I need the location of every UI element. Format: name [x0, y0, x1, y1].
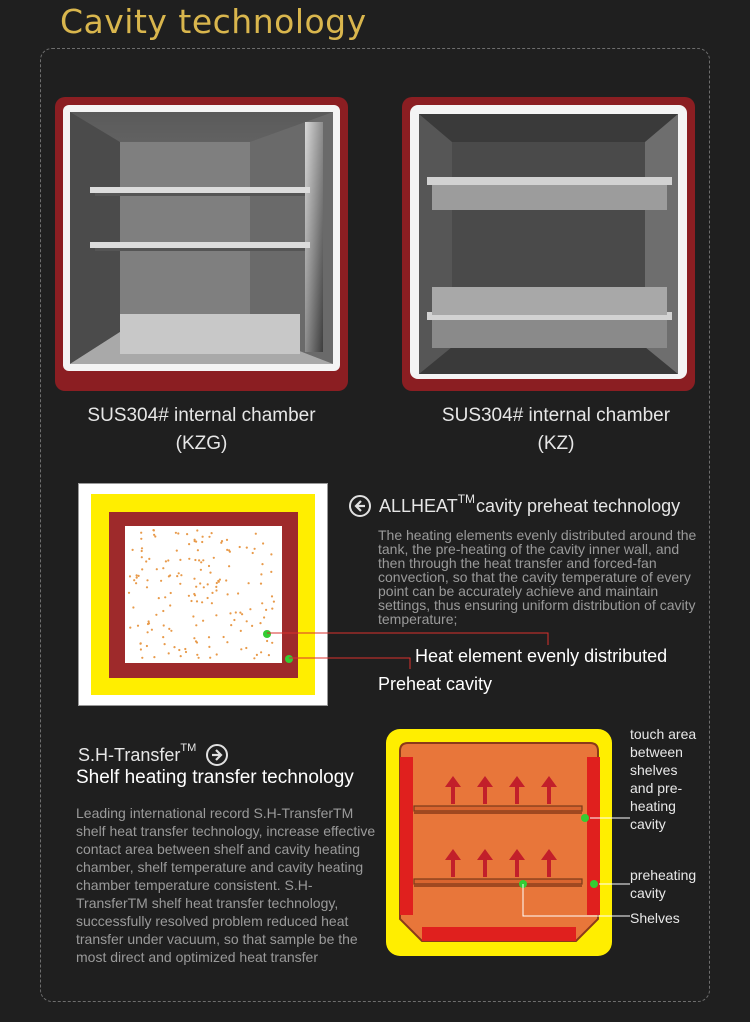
heat-dot [225, 579, 227, 581]
heat-dot [260, 573, 262, 575]
heat-dot [263, 616, 265, 618]
heat-dot [260, 583, 262, 585]
heat-dot [153, 534, 155, 536]
heat-dot [153, 656, 155, 658]
heat-dot [200, 561, 202, 563]
heat-dot [226, 539, 228, 541]
heat-dot [146, 645, 148, 647]
heat-dot [228, 565, 230, 567]
heat-dot [211, 602, 213, 604]
heat-dot [129, 575, 131, 577]
heat-dot [271, 595, 273, 597]
heat-dot [133, 579, 135, 581]
heat-dot [164, 596, 166, 598]
heat-dot [179, 559, 181, 561]
allheat-description: The heating elements evenly distributed around the tank, the pre-heating of the cavity inner wall, and then through the heat transfer and forced-fan convection, so that the cavity temperature of every point can be accurately achieve and maintain settings, thus ensuring uniform distribution of cavity temperature; [378, 527, 697, 627]
heat-dot [170, 630, 172, 632]
heat-dot [136, 574, 138, 576]
heat-dot [239, 546, 241, 548]
heat-dot [148, 558, 150, 560]
heat-dot [270, 553, 272, 555]
heat-dot [237, 592, 239, 594]
heat-dot [216, 653, 218, 655]
heat-dot [153, 529, 155, 531]
heat-dot [229, 612, 231, 614]
heat-dot [148, 620, 150, 622]
heat-dot [202, 620, 204, 622]
shtransfer-tm: TM [180, 742, 197, 754]
heat-dot [199, 582, 201, 584]
allheat-title: cavity preheat technology [476, 495, 681, 516]
heat-dot [188, 558, 190, 560]
heat-dot [240, 648, 242, 650]
heat-dot [254, 548, 256, 550]
heat-dot [255, 533, 257, 535]
heat-dot [140, 648, 142, 650]
heat-dot [197, 549, 199, 551]
heat-dot [173, 646, 175, 648]
heat-dot [186, 533, 188, 535]
heat-dot [262, 542, 264, 544]
heat-dot [246, 547, 248, 549]
heat-dot [203, 586, 205, 588]
heat-dot [202, 559, 204, 561]
heat-dot [168, 652, 170, 654]
heat-dot [185, 651, 187, 653]
chamber-kzg-illustration [60, 102, 343, 386]
chamber-name: SUS304# internal chamber [441, 405, 671, 426]
heat-dot [176, 575, 178, 577]
heat-dot [155, 614, 157, 616]
heat-dot [194, 559, 196, 561]
heat-dot [227, 593, 229, 595]
heat-dot [136, 577, 138, 579]
heat-dot [178, 649, 180, 651]
heat-dot [219, 579, 221, 581]
heat-dot [184, 648, 186, 650]
heat-dot [141, 568, 143, 570]
heat-dot [198, 559, 200, 561]
heat-dot [145, 560, 147, 562]
chamber-caption-kzg [55, 402, 348, 458]
heat-dot [213, 557, 215, 559]
heat-dot [178, 572, 180, 574]
heat-dot [162, 567, 164, 569]
heat-dot [226, 549, 228, 551]
heat-dot [146, 586, 148, 588]
heat-dot [208, 646, 210, 648]
heat-dot [176, 550, 178, 552]
heat-dot [240, 630, 242, 632]
heat-dot [198, 657, 200, 659]
heat-dot [151, 629, 153, 631]
heat-dot [271, 608, 273, 610]
heat-dot [163, 624, 165, 626]
heat-dot [252, 552, 254, 554]
heat-dot [229, 551, 231, 553]
heat-dot [139, 643, 141, 645]
label-heat-element: Heat element evenly distributed [415, 646, 668, 666]
heat-dot [190, 600, 192, 602]
heat-dot [207, 597, 209, 599]
heat-dot [196, 600, 198, 602]
heat-dot [211, 532, 213, 534]
label-preheating-cavity: preheating cavity [630, 867, 697, 901]
heat-dot [175, 532, 177, 534]
heat-dot [179, 583, 181, 585]
heat-dot [194, 540, 196, 542]
heat-dot [156, 568, 158, 570]
heat-dot [162, 636, 164, 638]
chamber-model: (KZ) [537, 433, 575, 454]
heat-dot [164, 643, 166, 645]
heat-dot [201, 541, 203, 543]
shelf-connectors [515, 800, 635, 920]
label-preheat-cavity: Preheat cavity [378, 674, 493, 694]
heat-dot [168, 628, 170, 630]
heat-dot [265, 609, 267, 611]
heat-dot [251, 625, 253, 627]
heat-dot [169, 604, 171, 606]
heat-dot [230, 624, 232, 626]
heat-dot [193, 593, 195, 595]
heat-dot [180, 655, 182, 657]
heat-dot [192, 615, 194, 617]
heat-dot [241, 613, 243, 615]
heat-dot [135, 582, 137, 584]
heat-dot [235, 611, 237, 613]
heat-dot [248, 582, 250, 584]
heat-dot [223, 636, 225, 638]
heat-dot [261, 563, 263, 565]
circle-arrow-right-icon [205, 743, 229, 767]
shtransfer-subtitle: Shelf heating transfer technology [76, 767, 354, 788]
shtransfer-brand: S.H-Transfer [78, 744, 181, 765]
heat-dot [188, 595, 190, 597]
heat-dot [215, 589, 217, 591]
heat-dot [226, 641, 228, 643]
heat-dot [141, 556, 143, 558]
heat-dot [160, 580, 162, 582]
allheat-brand: ALLHEAT [379, 495, 458, 516]
heat-dot [208, 565, 210, 567]
heat-dot [141, 547, 143, 549]
heat-dot [220, 542, 222, 544]
heat-dot [132, 606, 134, 608]
heat-dot [128, 592, 130, 594]
heat-dot [261, 602, 263, 604]
heat-dot [209, 657, 211, 659]
heat-dot [208, 636, 210, 638]
heat-dot [165, 560, 167, 562]
heat-dot [167, 559, 169, 561]
heat-dot [147, 631, 149, 633]
heat-dot [208, 536, 210, 538]
heat-dot [253, 657, 255, 659]
heat-dot [188, 543, 190, 545]
heat-dot [200, 569, 202, 571]
heat-dot [138, 575, 140, 577]
heat-dot [141, 550, 143, 552]
heat-dot [141, 657, 143, 659]
label-touch-area: touch area between shelves and pre-heating cavity [630, 726, 697, 832]
heat-dot [180, 574, 182, 576]
shtransfer-description: Leading international record S.H-TransferTM shelf heat transfer technology, increase effective contact area between shelf and cavity heating chamber, shelf temperature and cavity heating chamber temperature consistent. S.H-TransferTM shelf heat transfer technology, successfully resolved problem reduced heat transfer under vacuum, so that sample be the most direct and optimized heat transfer [76, 805, 376, 965]
chamber-name: SUS304# internal chamber [87, 405, 316, 426]
heat-dot [148, 622, 150, 624]
heat-dot [239, 612, 241, 614]
page-title: Cavity technology [60, 2, 367, 41]
heat-dot [215, 614, 217, 616]
heat-dot [202, 536, 204, 538]
heat-dot [193, 637, 195, 639]
heat-dot [140, 532, 142, 534]
heat-dot [170, 592, 172, 594]
heat-dot [195, 586, 197, 588]
chamber-photo-kz [402, 97, 695, 391]
chamber-model: (KZG) [175, 433, 228, 454]
heat-dot [162, 610, 164, 612]
circle-arrow-left-icon [348, 494, 372, 518]
heat-dot [129, 627, 131, 629]
heat-dot [233, 619, 235, 621]
heat-dot [137, 625, 139, 627]
heat-dot [169, 574, 171, 576]
heat-dot [158, 597, 160, 599]
heat-dot [196, 654, 198, 656]
heat-dot [201, 601, 203, 603]
heat-dot [196, 529, 198, 531]
heat-dot [177, 532, 179, 534]
shtransfer-heading [78, 742, 229, 768]
chamber-caption-kz [402, 402, 710, 458]
heat-dot [193, 578, 195, 580]
chamber-kz-illustration [407, 102, 690, 386]
label-shelves: Shelves [630, 910, 680, 926]
heat-dot [246, 620, 248, 622]
heat-dot [249, 608, 251, 610]
heat-dot [245, 647, 247, 649]
allheat-heading [348, 493, 680, 519]
heat-dot [207, 583, 209, 585]
heat-dot [256, 654, 258, 656]
heat-dot [195, 640, 197, 642]
heat-dot [209, 572, 211, 574]
chamber-photo-kzg [55, 97, 348, 391]
heat-dot [211, 592, 213, 594]
heat-dot [270, 571, 272, 573]
heat-dot [195, 624, 197, 626]
heat-dot [216, 582, 218, 584]
heat-dot [140, 538, 142, 540]
heat-dot [273, 601, 275, 603]
heat-dot [215, 586, 217, 588]
heat-dot [146, 579, 148, 581]
heat-dot [132, 549, 134, 551]
allheat-tm: TM [457, 492, 476, 506]
